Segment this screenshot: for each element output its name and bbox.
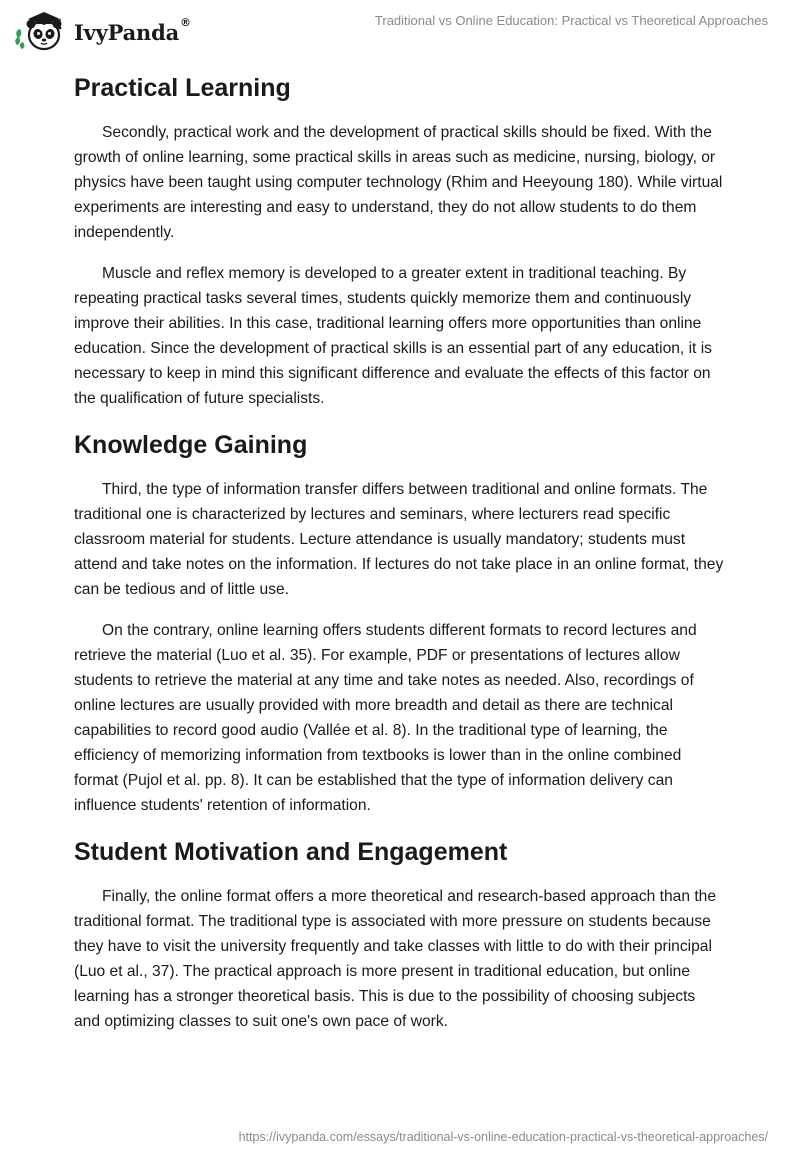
paragraph: Muscle and reflex memory is developed to a greater extent in traditional teaching. By repeating practical tasks several times, students quickly memorize them and continuously improve their abilities. In this case, traditional learning offers more opportunities than online education. Since the development of practical skills is an essential part of any education, it is necessary to keep in mind this significant difference and evaluate the effects of this factor on the qualification of future specialists. bbox=[74, 265, 712, 407]
ivypanda-logo[interactable] bbox=[14, 8, 191, 52]
section-knowledge-gaining bbox=[74, 427, 724, 818]
panda-graduate-icon bbox=[14, 8, 70, 52]
paragraph: Finally, the online format offers a more theoretical and research-based approach than the traditional format. The traditional type is associated with more pressure on students because they have to visit the university frequently and take classes with little to do with their principal (Luo et al., 37). The practical approach is more present in traditional education, but online learning has a stronger theoretical basis. This is due to the possibility of choosing subjects and optimizing classes to suit one's own pace of work. bbox=[74, 888, 716, 1030]
section-heading: Knowledge Gaining bbox=[74, 431, 308, 459]
paragraph: Secondly, practical work and the development of practical skills should be fixed. With the growth of online learning, some practical skills in areas such as medicine, nursing, biology, or physics have been taught using computer technology (Rhim and Heeyoung 180). While virtual experiments are interesting and easy to understand, they do not allow students to do them independently. bbox=[74, 124, 723, 241]
registered-mark: ® bbox=[180, 15, 191, 29]
page-header bbox=[0, 0, 800, 60]
essay-content bbox=[74, 70, 724, 1050]
document-title: Traditional vs Online Education: Practical vs Theoretical Approaches bbox=[374, 13, 768, 28]
section-practical-learning bbox=[74, 70, 724, 411]
section-heading: Practical Learning bbox=[74, 74, 291, 102]
paragraph: On the contrary, online learning offers students different formats to record lectures and retrieve the material (Luo et al. 35). For example, PDF or presentations of lectures allow students to retrieve the material at any time and take notes as needed. Also, recordings of online lectures are usually provided with more breadth and detail as there are technical capabilities to record good audio (Vallée et al. 8). In the traditional type of learning, the efficiency of memorizing information from textbooks is lower than in the online combined format (Pujol et al. pp. 8). It can be established that the type of information delivery can influence students' retention of information. bbox=[74, 622, 697, 814]
paragraph: Third, the type of information transfer differs between traditional and online formats. The traditional one is characterized by lectures and seminars, where lecturers read specific classroom material for students. Lecture attendance is usually mandatory; students must attend and take notes on the information. If lectures do not take place in an online format, they can be tedious and of little use. bbox=[74, 481, 724, 598]
section-student-motivation bbox=[74, 834, 724, 1034]
brand-name bbox=[74, 15, 191, 45]
section-heading: Student Motivation and Engagement bbox=[74, 838, 508, 866]
brand-name-text: IvyPanda bbox=[74, 19, 180, 45]
source-url[interactable]: https://ivypanda.com/essays/traditional-vs-online-education-practical-vs-theoretical-approaches/ bbox=[238, 1130, 768, 1144]
